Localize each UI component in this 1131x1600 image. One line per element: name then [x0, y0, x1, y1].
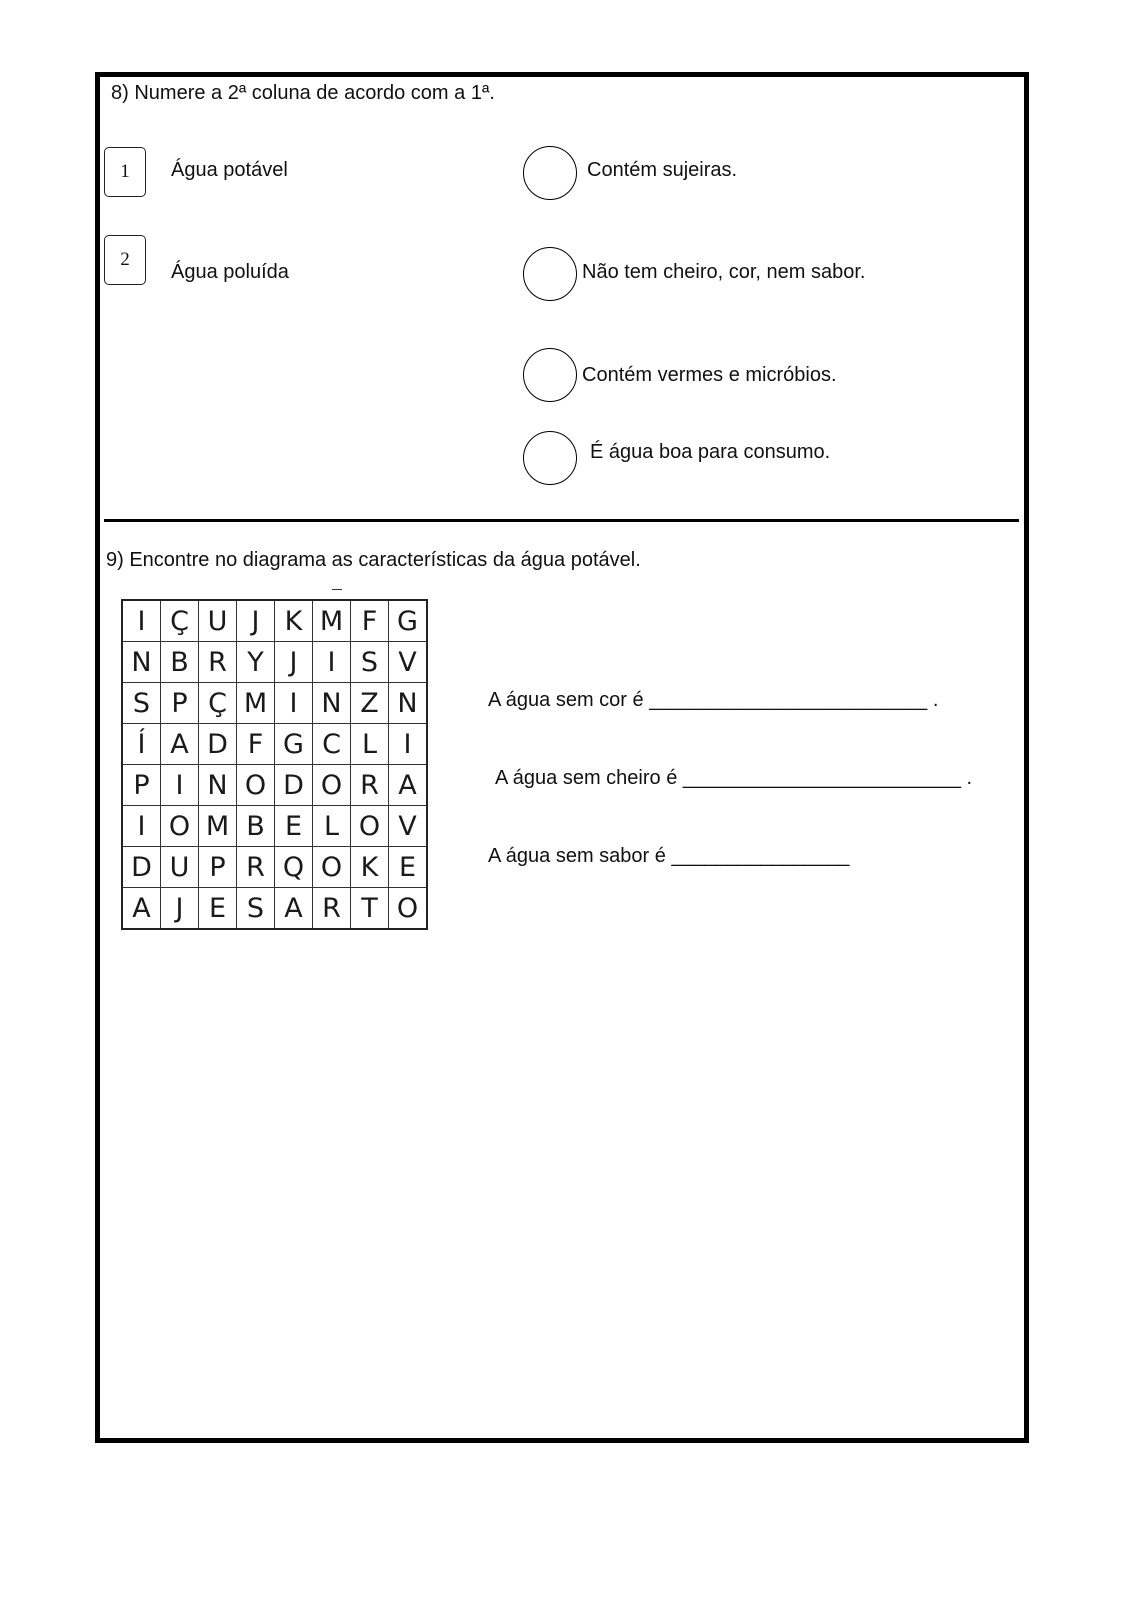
- grid-cell[interactable]: U: [199, 600, 237, 642]
- grid-cell[interactable]: K: [275, 600, 313, 642]
- grid-cell[interactable]: Q: [275, 847, 313, 888]
- grid-cell[interactable]: Ç: [199, 683, 237, 724]
- grid-cell[interactable]: R: [237, 847, 275, 888]
- grid-cell[interactable]: K: [351, 847, 389, 888]
- grid-cell[interactable]: N: [122, 642, 161, 683]
- grid-cell[interactable]: O: [237, 765, 275, 806]
- grid-row: [122, 724, 427, 765]
- grid-cell[interactable]: M: [237, 683, 275, 724]
- grid-cell[interactable]: T: [351, 888, 389, 930]
- grid-cell[interactable]: P: [161, 683, 199, 724]
- grid-cell[interactable]: O: [313, 765, 351, 806]
- grid-cell[interactable]: A: [389, 765, 428, 806]
- grid-cell[interactable]: N: [199, 765, 237, 806]
- grid-cell[interactable]: R: [199, 642, 237, 683]
- grid-row: [122, 600, 427, 642]
- grid-cell[interactable]: P: [122, 765, 161, 806]
- grid-row: [122, 806, 427, 847]
- answer-circle-4[interactable]: [523, 431, 577, 485]
- grid-cell[interactable]: Y: [237, 642, 275, 683]
- grid-cell[interactable]: S: [237, 888, 275, 930]
- right-item-sujeiras: Contém sujeiras.: [587, 159, 738, 181]
- grid-cell[interactable]: J: [237, 600, 275, 642]
- grid-cell[interactable]: R: [351, 765, 389, 806]
- grid-cell[interactable]: M: [199, 806, 237, 847]
- grid-cell[interactable]: S: [351, 642, 389, 683]
- grid-cell[interactable]: L: [313, 806, 351, 847]
- grid-cell[interactable]: I: [275, 683, 313, 724]
- grid-cell[interactable]: P: [199, 847, 237, 888]
- grid-cell[interactable]: E: [275, 806, 313, 847]
- word-search-grid: [121, 599, 428, 930]
- sentence-sem-cheiro[interactable]: A água sem cheiro é _________________________ .: [495, 767, 973, 789]
- number-box-1: 1: [104, 147, 146, 197]
- q9-title: 9) Encontre no diagrama as características da água potável.: [106, 549, 641, 571]
- grid-cell[interactable]: C: [313, 724, 351, 765]
- grid-cell[interactable]: Ç: [161, 600, 199, 642]
- grid-cell[interactable]: S: [122, 683, 161, 724]
- grid-cell[interactable]: D: [275, 765, 313, 806]
- grid-row: [122, 765, 427, 806]
- grid-cell[interactable]: B: [161, 642, 199, 683]
- right-item-vermes: Contém vermes e micróbios.: [582, 364, 837, 386]
- grid-cell[interactable]: O: [161, 806, 199, 847]
- grid-cell[interactable]: B: [237, 806, 275, 847]
- left-item-agua-poluida: Água poluída: [171, 261, 289, 283]
- grid-cell[interactable]: O: [389, 888, 428, 930]
- grid-cell[interactable]: D: [122, 847, 161, 888]
- grid-cell[interactable]: I: [313, 642, 351, 683]
- grid-row: [122, 642, 427, 683]
- grid-row: [122, 847, 427, 888]
- grid-cell[interactable]: J: [161, 888, 199, 930]
- grid-cell[interactable]: D: [199, 724, 237, 765]
- grid-cell[interactable]: L: [351, 724, 389, 765]
- grid-cell[interactable]: U: [161, 847, 199, 888]
- grid-cell[interactable]: E: [199, 888, 237, 930]
- grid-cell[interactable]: V: [389, 642, 428, 683]
- grid-cell[interactable]: A: [122, 888, 161, 930]
- grid-cell[interactable]: J: [275, 642, 313, 683]
- grid-cell[interactable]: A: [161, 724, 199, 765]
- grid-row: [122, 888, 427, 930]
- answer-circle-3[interactable]: [523, 348, 577, 402]
- grid-cell[interactable]: I: [122, 600, 161, 642]
- grid-cell[interactable]: N: [313, 683, 351, 724]
- sentence-sem-sabor[interactable]: A água sem sabor é ________________: [488, 845, 850, 867]
- right-item-consumo: É água boa para consumo.: [590, 441, 831, 463]
- section-divider: [104, 519, 1019, 522]
- grid-cell[interactable]: I: [122, 806, 161, 847]
- grid-cell[interactable]: N: [389, 683, 428, 724]
- grid-cell[interactable]: O: [351, 806, 389, 847]
- answer-circle-1[interactable]: [523, 146, 577, 200]
- sentence-sem-cor[interactable]: A água sem cor é _________________________ .: [488, 689, 939, 711]
- grid-cell[interactable]: R: [313, 888, 351, 930]
- q8-title: 8) Numere a 2ª coluna de acordo com a 1ª.: [111, 82, 495, 104]
- grid-cell[interactable]: I: [389, 724, 428, 765]
- grid-cell[interactable]: M: [313, 600, 351, 642]
- number-box-2: 2: [104, 235, 146, 285]
- grid-cell[interactable]: E: [389, 847, 428, 888]
- grid-cell[interactable]: A: [275, 888, 313, 930]
- left-item-agua-potavel: Água potável: [171, 159, 288, 181]
- grid-cell[interactable]: G: [389, 600, 428, 642]
- grid-cell[interactable]: Z: [351, 683, 389, 724]
- grid-row: [122, 683, 427, 724]
- grid-cell[interactable]: O: [313, 847, 351, 888]
- grid-cell[interactable]: V: [389, 806, 428, 847]
- grid-cell[interactable]: I: [161, 765, 199, 806]
- grid-cell[interactable]: Í: [122, 724, 161, 765]
- grid-cell[interactable]: F: [237, 724, 275, 765]
- grid-mark: [332, 589, 342, 590]
- answer-circle-2[interactable]: [523, 247, 577, 301]
- grid-cell[interactable]: G: [275, 724, 313, 765]
- grid-cell[interactable]: F: [351, 600, 389, 642]
- right-item-sem-cheiro: Não tem cheiro, cor, nem sabor.: [582, 261, 866, 283]
